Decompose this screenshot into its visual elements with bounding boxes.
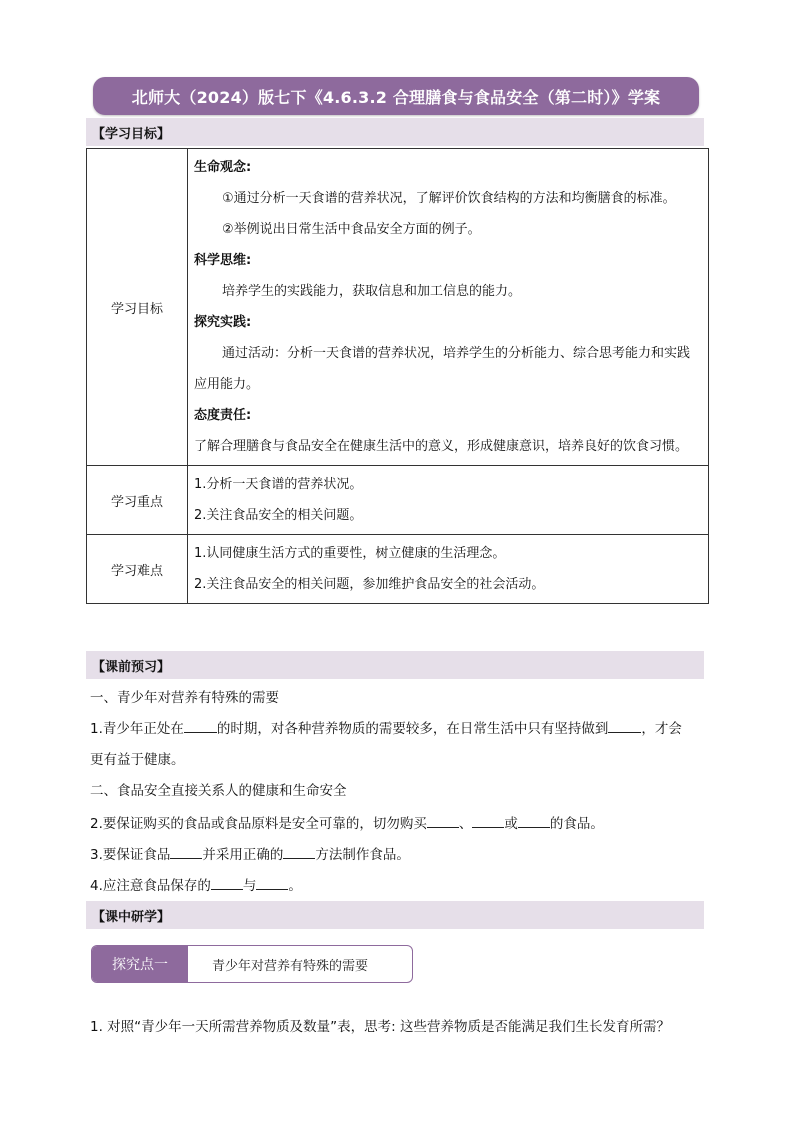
difficulty-line: 2.关注食品安全的相关问题，参加维护食品安全的社会活动。 <box>194 577 545 592</box>
goal-line: ①通过分析一天食谱的营养状况，了解评价饮食结构的方法和均衡膳食的标准。 <box>222 191 676 206</box>
preview-q1-cont: 更有益于健康。 <box>90 752 185 768</box>
section-header-preview: 【课前预习】 <box>86 651 704 679</box>
subheading: 探究实践: <box>194 315 252 330</box>
fill-blank[interactable] <box>608 718 641 733</box>
table-row <box>87 466 709 535</box>
explore-point-box <box>91 945 413 983</box>
preview-q3: 3.要保证食品 并采用正确的 方法制作食品。 <box>90 844 410 865</box>
fill-blank[interactable] <box>283 844 315 859</box>
subheading: 态度责任: <box>194 408 252 423</box>
document-title: 北师大（2024）版七下《4.6.3.2 合理膳食与食品安全（第二时）》学案 <box>93 77 699 115</box>
fill-blank[interactable] <box>211 875 243 890</box>
question-1: 1. 对照“青少年一天所需营养物质及数量”表，思考: 这些营养物质是否能满足我们生长发育所需？ <box>90 1019 670 1035</box>
explore-point-tag: 探究点一 <box>92 946 188 982</box>
table-row <box>87 535 709 604</box>
difficulty-line: 1.认同健康生活方式的重要性，树立健康的生活理念。 <box>194 546 506 561</box>
preview-q1: 1.青少年正处在 的时期，对各种营养物质的需要较多，在日常生活中只有坚持做到 ，才会 <box>90 718 682 739</box>
fill-blank[interactable] <box>472 813 504 828</box>
goal-line: ②举例说出日常生活中食品安全方面的例子。 <box>222 222 481 237</box>
section-header-study: 【课中研学】 <box>86 901 704 929</box>
keypoint-line: 2.关注食品安全的相关问题。 <box>194 508 363 523</box>
row-label-keypoints: 学习重点 <box>87 466 188 535</box>
goals-table <box>86 148 709 604</box>
preview-q4: 4.应注意食品保存的 与 。 <box>90 875 302 896</box>
keypoints-content <box>188 466 709 535</box>
table-row <box>87 149 709 466</box>
difficulties-content <box>188 535 709 604</box>
subheading: 生命观念: <box>194 160 252 175</box>
fill-blank[interactable] <box>170 844 202 859</box>
fill-blank[interactable] <box>184 718 217 733</box>
row-label-difficulties: 学习难点 <box>87 535 188 604</box>
keypoint-line: 1.分析一天食谱的营养状况。 <box>194 477 363 492</box>
goal-line: 培养学生的实践能力，获取信息和加工信息的能力。 <box>222 284 522 299</box>
preview-heading-1: 一、青少年对营养有特殊的需要 <box>90 690 279 706</box>
fill-blank[interactable] <box>518 813 550 828</box>
goal-line: 了解合理膳食与食品安全在健康生活中的意义，形成健康意识，培养良好的饮食习惯。 <box>194 439 689 454</box>
fill-blank[interactable] <box>256 875 288 890</box>
preview-q2: 2.要保证购买的食品或食品原料是安全可靠的，切勿购买 、 或 的食品。 <box>90 813 604 834</box>
explore-point-title: 青少年对营养有特殊的需要 <box>212 958 369 974</box>
row-label-goals: 学习目标 <box>87 149 188 466</box>
fill-blank[interactable] <box>427 813 459 828</box>
subheading: 科学思维: <box>194 253 252 268</box>
preview-heading-2: 二、食品安全直接关系人的健康和生命安全 <box>90 783 347 799</box>
goals-content <box>188 149 709 466</box>
goal-line: 通过活动：分析一天食谱的营养状况，培养学生的分析能力、综合思考能力和实践应用能力。 <box>194 346 691 392</box>
section-header-goals: 【学习目标】 <box>86 118 704 146</box>
